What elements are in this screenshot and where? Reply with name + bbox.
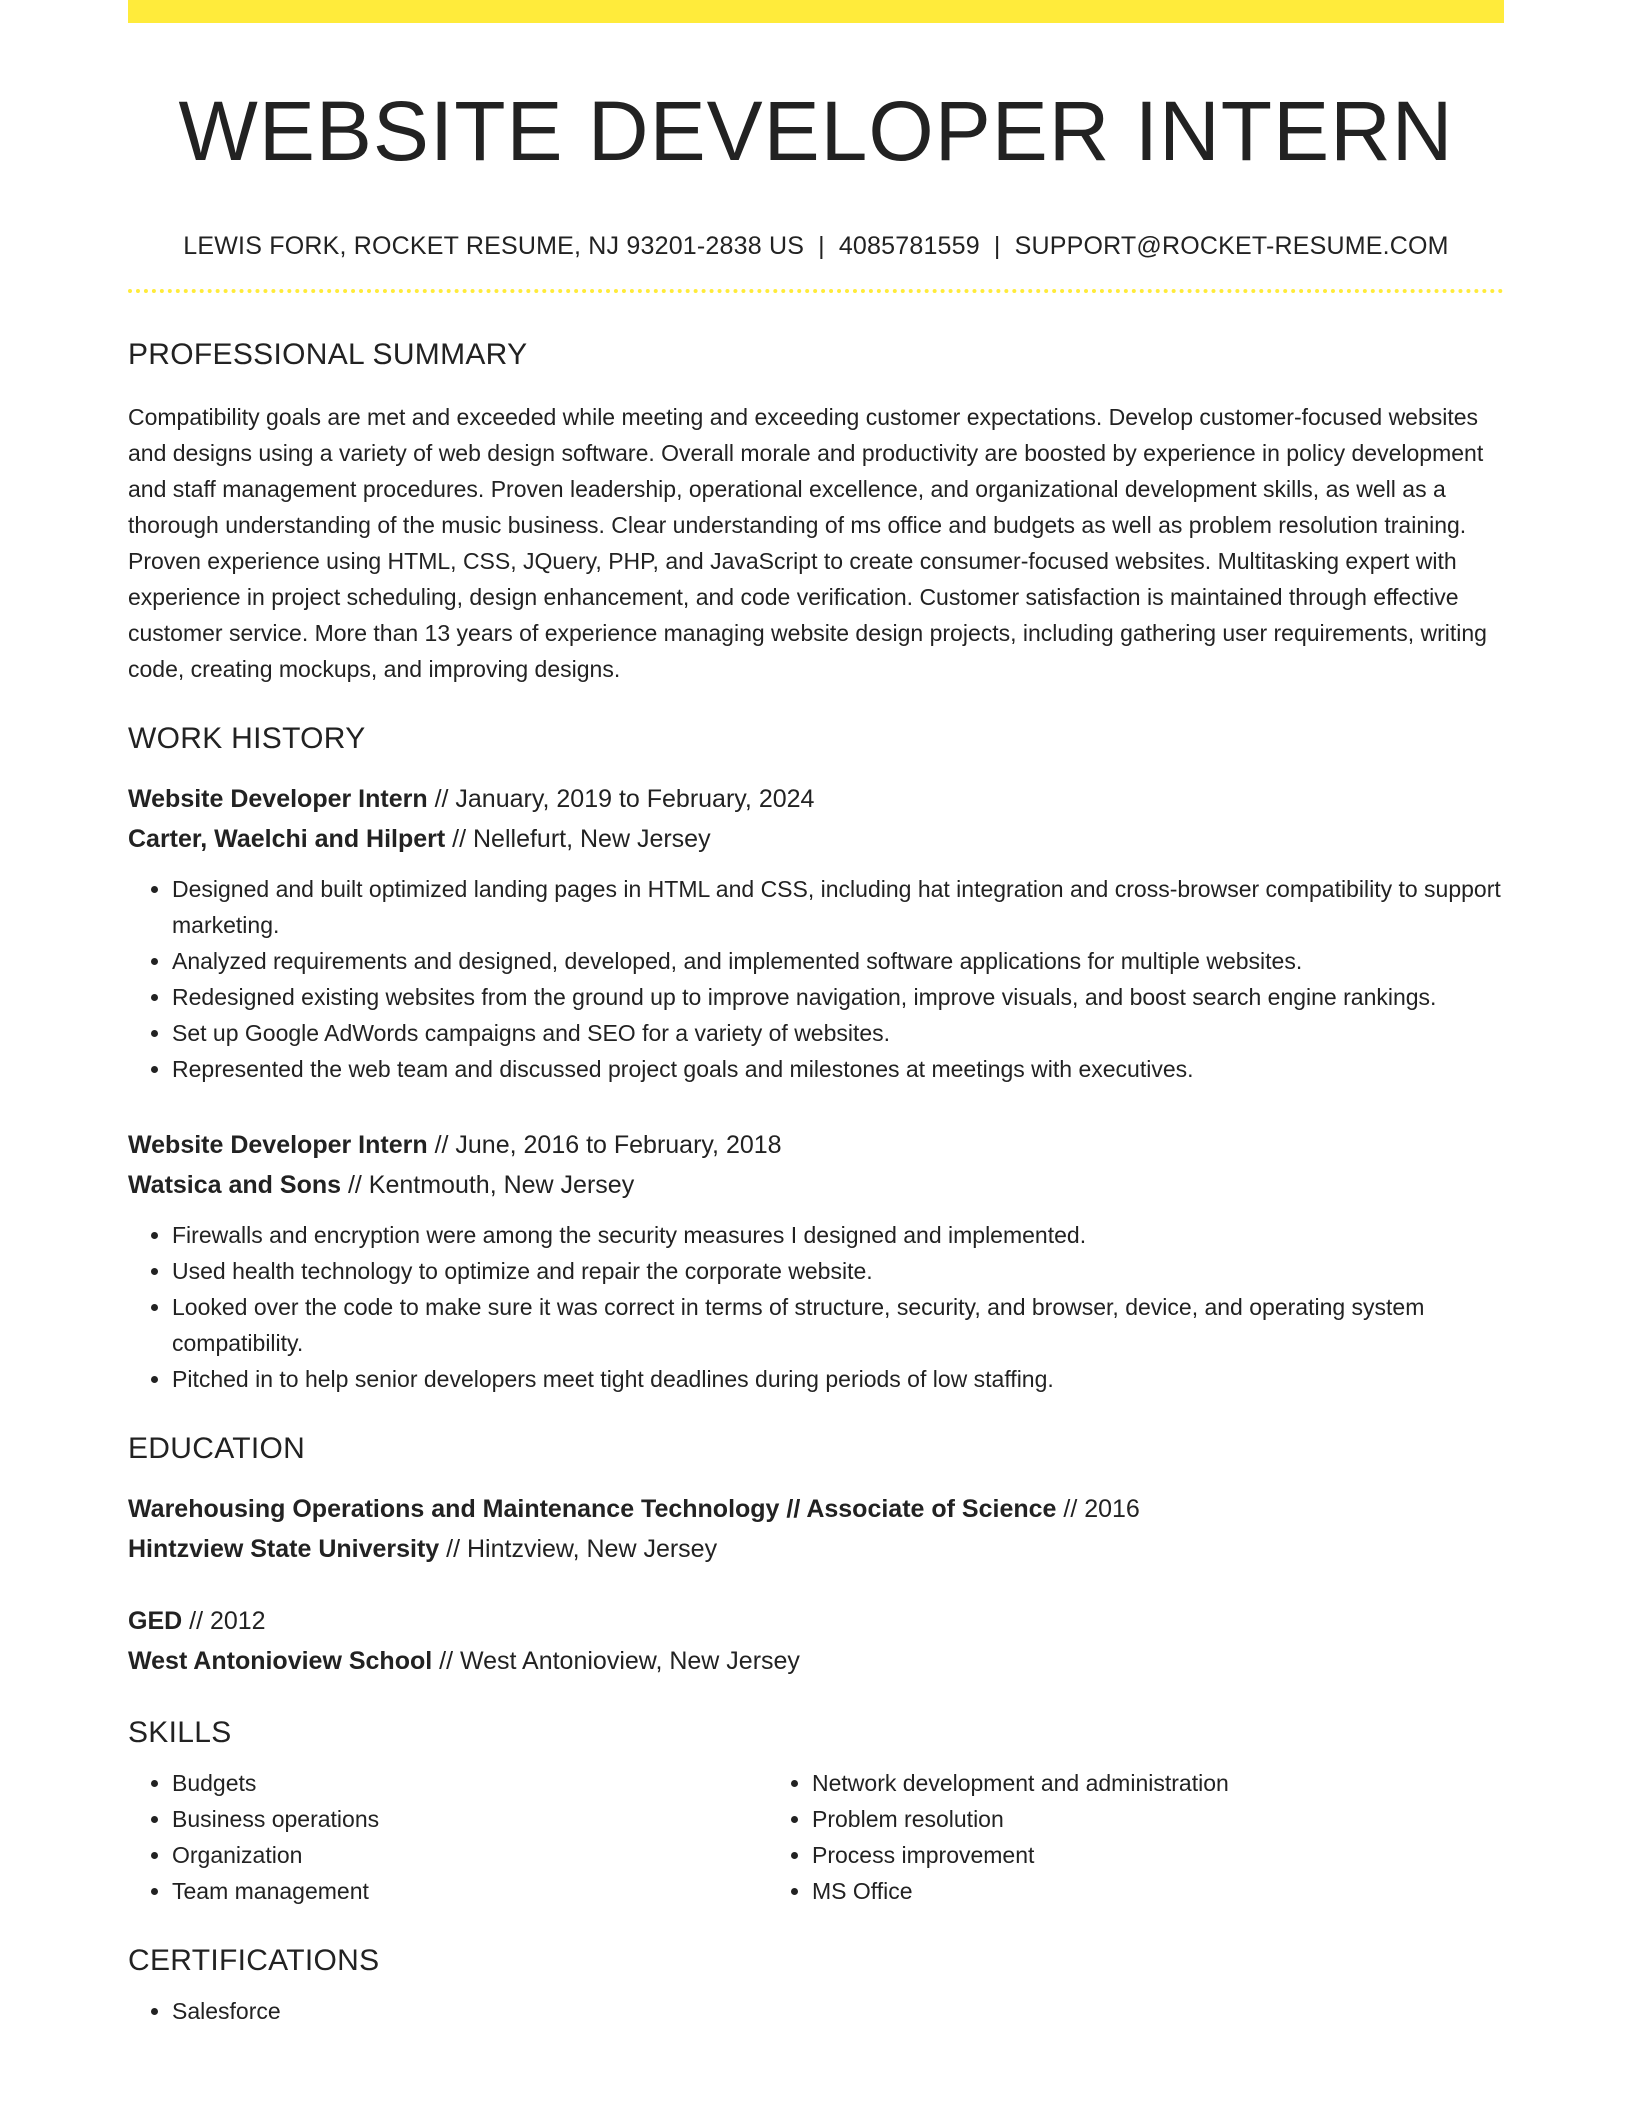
job-company: Watsica and Sons (128, 1171, 342, 1200)
summary-text: Compatibility goals are met and exceeded while meeting and exceeding customer expectations. Develop customer-focused websites and designs using a variety of web design software. Overall morale and productivity are boosted by experience in policy development and staff management procedures. Proven leadership, operational excellence, and organizational development skills, as well as a thorough understanding of the music business. Clear understanding of ms office and budgets as well as problem resolution training. Proven experience using HTML, CSS, JQuery, PHP, and JavaScript to create consumer-focused websites. Multitasking expert with experience in project scheduling, design enhancement, and code verification. Customer satisfaction is maintained through effective customer service. More than 13 years of experience managing website design projects, including gathering user requirements, writing code, creating mockups, and improving designs. (128, 404, 1487, 683)
job-company-line (128, 819, 1504, 859)
skills-heading: SKILLS (128, 1716, 232, 1750)
job-company-line (128, 1165, 1504, 1205)
job-role: Website Developer Intern (128, 1131, 428, 1160)
skill-item: • Team management (172, 1873, 762, 1909)
education-entry (128, 1601, 1504, 1681)
certifications-heading: CERTIFICATIONS (128, 1944, 380, 1978)
education-degree: GED (128, 1607, 183, 1636)
job-dates: // January, 2019 to February, 2024 (427, 785, 815, 814)
education-degree-line (128, 1601, 1504, 1641)
list-item: • Firewalls and encryption were among the security measures I designed and implemented. (172, 1217, 1504, 1253)
dotted-divider (128, 289, 1504, 293)
resume-title: WEBSITE DEVELOPER INTERN (178, 84, 1454, 178)
top-accent-bar (128, 0, 1504, 23)
certification-item: • Salesforce (172, 1993, 1504, 2029)
skills-column-right (762, 1765, 1396, 1909)
job-dates: // June, 2016 to February, 2018 (427, 1131, 782, 1160)
contact-separator: | (993, 232, 1001, 261)
contact-address: LEWIS FORK, ROCKET RESUME, NJ 93201-2838 US (183, 232, 805, 261)
education-year: // 2016 (1056, 1495, 1140, 1524)
skill-item: • Organization (172, 1837, 762, 1873)
education-location: // Hintzview, New Jersey (439, 1535, 718, 1564)
job-bullets (128, 1217, 1504, 1397)
education-degree: Warehousing Operations and Maintenance Technology // Associate of Science (128, 1495, 1057, 1524)
education-year: // 2012 (182, 1607, 266, 1636)
education-location: // West Antonioview, New Jersey (432, 1647, 800, 1676)
skill-item: • Business operations (172, 1801, 762, 1837)
skill-item: • Problem resolution (812, 1801, 1396, 1837)
education-degree-line (128, 1489, 1504, 1529)
skills-column-left (128, 1765, 762, 1909)
education-school: Hintzview State University (128, 1535, 440, 1564)
skill-item: • Network development and administration (812, 1765, 1396, 1801)
list-item: • Used health technology to optimize and repair the corporate website. (172, 1253, 1504, 1289)
job-title-line (128, 1125, 1504, 1165)
job-entry (128, 1125, 1504, 1397)
resume-page (128, 0, 1504, 2029)
job-entry (128, 779, 1504, 1087)
contact-phone[interactable]: 4085781559 (838, 232, 980, 261)
skill-item: • Budgets (172, 1765, 762, 1801)
summary-heading: PROFESSIONAL SUMMARY (128, 338, 528, 372)
contact-separator: | (818, 232, 825, 261)
education-school-line (128, 1641, 1504, 1681)
education-heading: EDUCATION (128, 1432, 306, 1466)
list-item: • Pitched in to help senior developers meet tight deadlines during periods of low staffing. (172, 1361, 1504, 1397)
certifications-list (128, 1993, 1504, 2029)
list-item: • Set up Google AdWords campaigns and SEO for a variety of websites. (172, 1015, 1504, 1051)
skill-item: • MS Office (812, 1873, 1396, 1909)
job-bullets (128, 871, 1504, 1087)
job-location: // Nellefurt, New Jersey (445, 825, 711, 854)
job-title-line (128, 779, 1504, 819)
list-item: • Looked over the code to make sure it was correct in terms of structure, security, and browser, device, and operating system compatibility. (172, 1289, 1504, 1361)
skills-grid (128, 1765, 1504, 1909)
job-location: // Kentmouth, New Jersey (341, 1171, 635, 1200)
contact-email[interactable]: SUPPORT@ROCKET-RESUME.COM (1014, 232, 1449, 261)
education-school-line (128, 1529, 1504, 1569)
list-item: • Designed and built optimized landing pages in HTML and CSS, including hat integration and cross-browser compatibility to support marketing. (172, 871, 1504, 943)
education-school: West Antonioview School (128, 1647, 433, 1676)
education-entry (128, 1489, 1504, 1569)
job-role: Website Developer Intern (128, 785, 428, 814)
contact-line (128, 231, 1504, 261)
list-item: • Represented the web team and discussed project goals and milestones at meetings with executives. (172, 1051, 1504, 1087)
list-item: • Redesigned existing websites from the ground up to improve navigation, improve visuals, and boost search engine rankings. (172, 979, 1504, 1015)
list-item: • Analyzed requirements and designed, developed, and implemented software applications for multiple websites. (172, 943, 1504, 979)
job-company: Carter, Waelchi and Hilpert (128, 825, 446, 854)
work-history-heading: WORK HISTORY (128, 722, 366, 756)
skill-item: • Process improvement (812, 1837, 1396, 1873)
